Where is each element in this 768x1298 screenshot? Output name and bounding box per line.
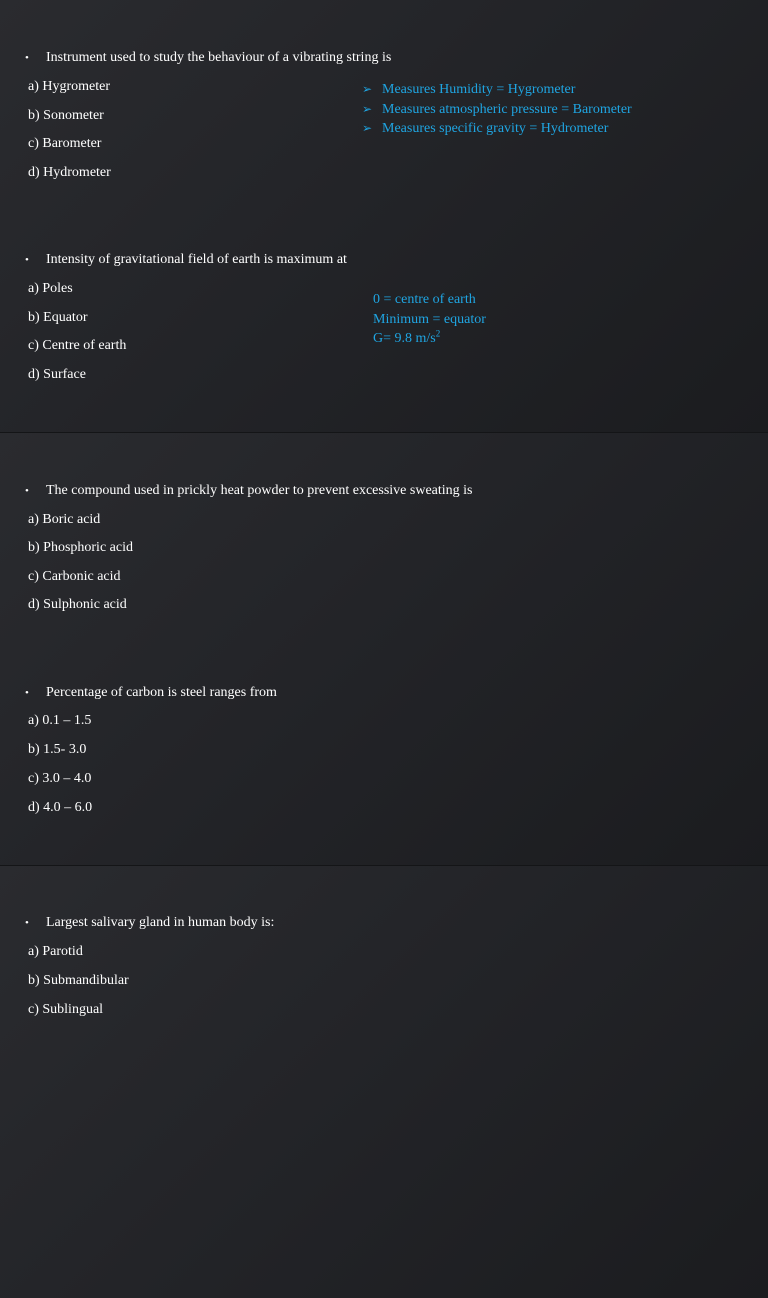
option-c: c) 3.0 – 4.0 (28, 771, 92, 786)
option-a: a) Boric acid (28, 512, 101, 527)
option-c: c) Sublingual (28, 1002, 104, 1017)
option-a: a) Hygrometer (28, 79, 111, 94)
arrow-icon: ➢ (362, 121, 373, 135)
note-row: ➢ Measures Humidity = Hygrometer (362, 80, 632, 100)
note-row: G= 9.8 $m/s^2$ (373, 328, 441, 346)
option-b: b) Submandibular (28, 973, 129, 988)
option-b: b) Equator (28, 310, 88, 325)
option-d: d) 4.0 – 6.0 (28, 800, 93, 815)
option-b: b) Phosphoric acid (28, 540, 133, 555)
bullet-icon: • (25, 917, 29, 929)
bullet-icon: • (25, 52, 29, 64)
option-b: b) 1.5- 3.0 (28, 742, 87, 757)
answer-notes (373, 290, 486, 349)
option-a: a) Parotid (28, 944, 83, 959)
option-a: a) Poles (28, 281, 73, 296)
note-row: ➢ Measures specific gravity = Hydrometer (362, 119, 632, 139)
option-c: c) Barometer (28, 136, 102, 151)
note-row: ➢ Measures atmospheric pressure = Barometer (362, 100, 632, 120)
option-c: c) Centre of earth (28, 338, 127, 353)
note-row: Minimum = equator (373, 311, 486, 327)
question-text: • Instrument used to study the behaviour of a vibrating string is (25, 50, 392, 65)
question-text: • The compound used in prickly heat powder to prevent excessive sweating is (25, 483, 473, 498)
slide-3 (0, 866, 768, 1298)
option-a: a) 0.1 – 1.5 (28, 713, 92, 728)
bullet-icon: • (25, 485, 29, 497)
question-text: • Intensity of gravitational field of earth is maximum at (25, 252, 347, 267)
option-d: d) Hydrometer (28, 165, 111, 180)
bullet-icon: • (25, 254, 29, 266)
bullet-icon: • (25, 687, 29, 699)
note-row: 0 = centre of earth (373, 292, 476, 307)
superscript: 2 (435, 328, 441, 339)
slide-1 (0, 0, 768, 432)
question-text: • Percentage of carbon is steel ranges from (25, 685, 277, 700)
arrow-icon: ➢ (362, 82, 373, 96)
option-d: d) Sulphonic acid (28, 597, 127, 612)
question-text: • Largest salivary gland in human body is: (25, 915, 275, 930)
option-d: d) Surface (28, 367, 86, 382)
answer-notes (362, 80, 632, 139)
arrow-icon: ➢ (362, 101, 373, 116)
option-b: b) Sonometer (28, 108, 104, 123)
option-c: c) Carbonic acid (28, 569, 121, 584)
slide-2 (0, 433, 768, 865)
